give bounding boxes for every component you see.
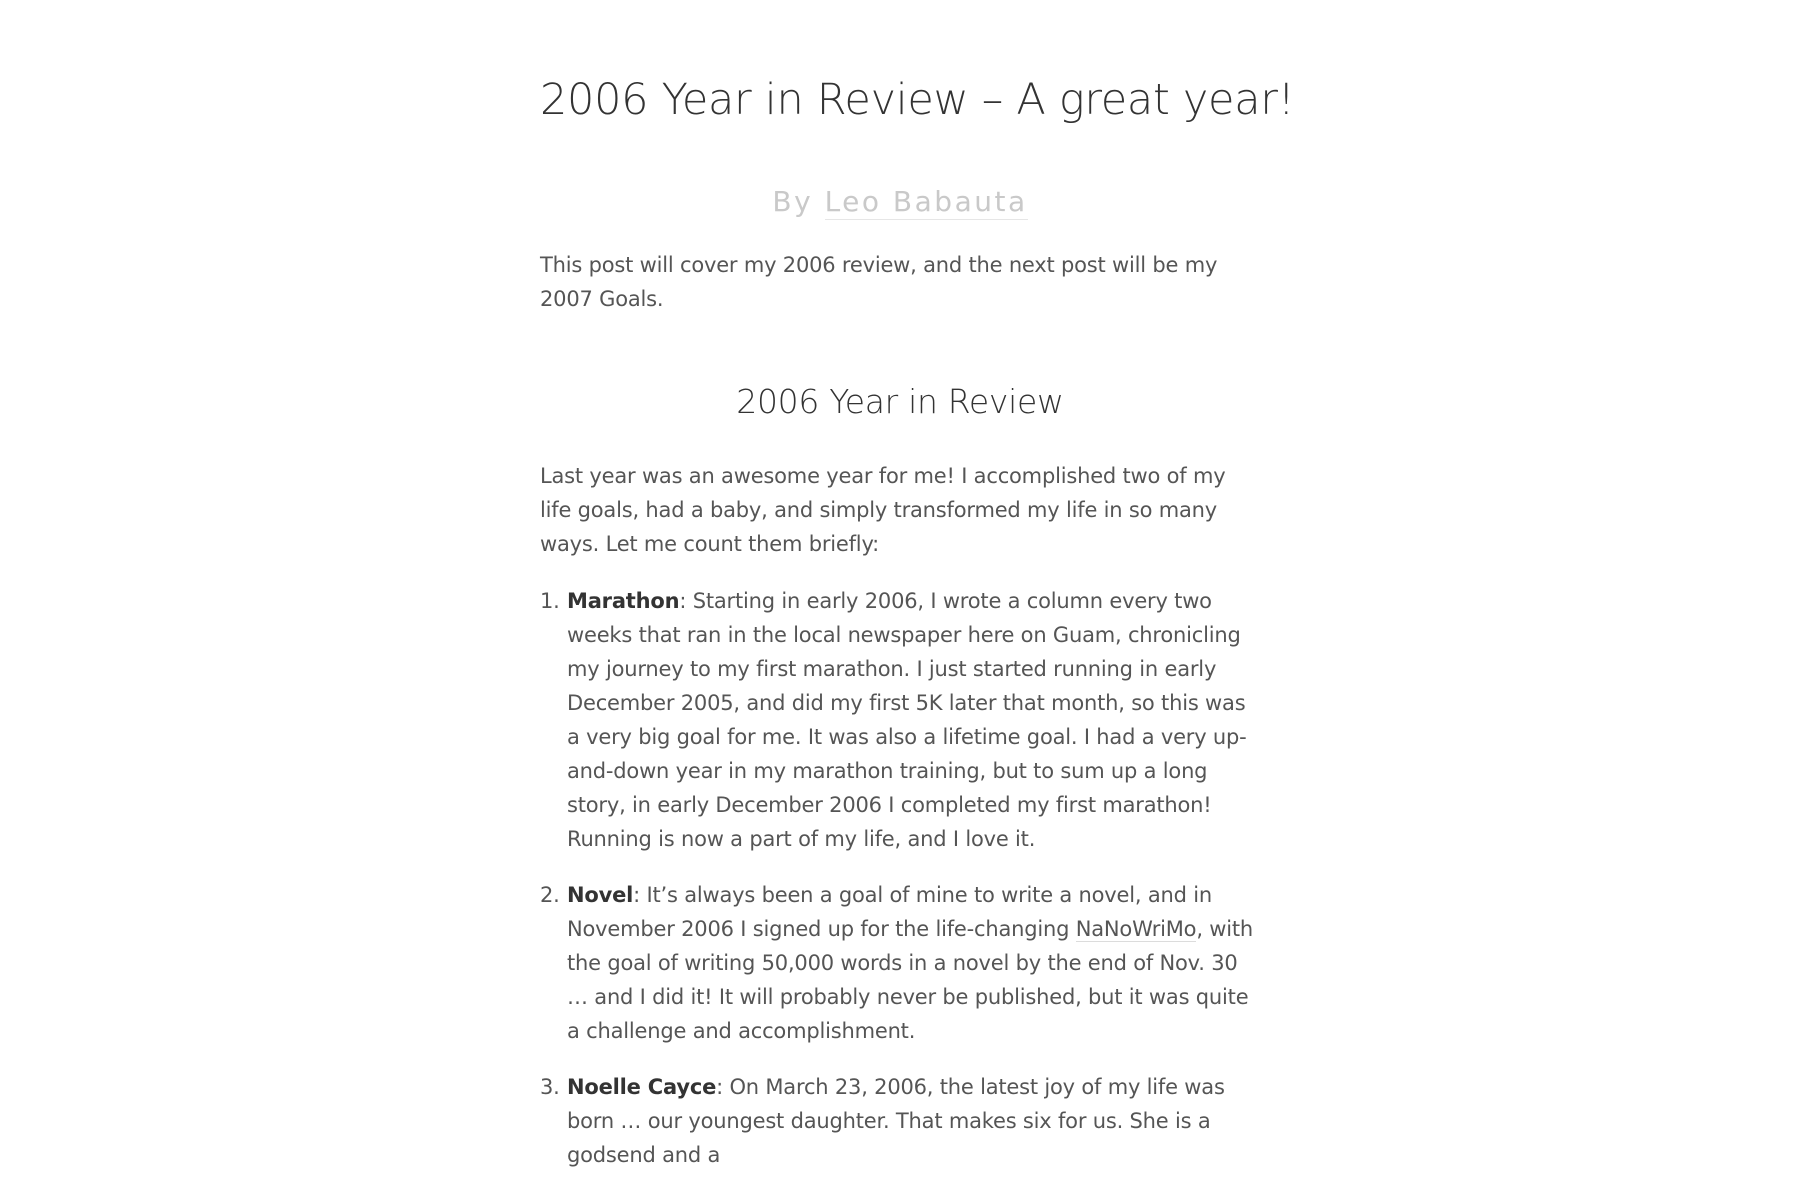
list-item-text: : On March 23, 2006, the latest joy of my life was born … our youngest daughter. That makes six for us. She is a godsend and a	[567, 1075, 1225, 1167]
list-item-text: : It’s always been a goal of mine to write a novel, and in November 2006 I signed up for the life-changing	[567, 883, 1212, 941]
nanowrimo-link[interactable]: NaNoWriMo	[1075, 917, 1197, 941]
section-heading: 2006 Year in Review	[736, 382, 1064, 421]
list-item-title: Marathon	[567, 589, 680, 613]
lead-paragraph: Last year was an awesome year for me! I accomplished two of my life goals, had a baby, and simply transformed my life in so many ways. Let me count them briefly:	[540, 464, 1226, 556]
list-item-text: , with the goal of writing 50,000 words in a novel by the end of Nov. 30 … and I did it! It will probably never be published, but it was quite a challenge and accomplishment.	[567, 917, 1254, 1043]
post-title: 2006 Year in Review – A great year!	[540, 75, 1295, 125]
list-item-novel	[540, 878, 1260, 1048]
list-item-number: 2.	[540, 883, 560, 907]
list-item-title: Noelle Cayce	[567, 1075, 717, 1099]
list-item-text: : Starting in early 2006, I wrote a column every two weeks that ran in the local newspaper here on Guam, chronicling my journey to my first marathon. I just started running in early December 2005, and did my first 5K later that month, so this was a very big goal for me. It was also a lifetime goal. I had a very up-and-down year in my marathon training, but to sum up a long story, in early December 2006 I completed my first marathon! Running is now a part of my life, and I love it.	[567, 589, 1247, 851]
byline-prefix: By	[772, 185, 825, 218]
byline	[540, 184, 1260, 220]
list-item-marathon	[540, 584, 1260, 856]
list-item-title: Novel	[567, 883, 634, 907]
intro-paragraph: This post will cover my 2006 review, and the next post will be my 2007 Goals.	[540, 253, 1218, 311]
goals-list	[540, 584, 1260, 1194]
author-link[interactable]: Leo Babauta	[824, 185, 1028, 218]
list-item-noelle-cayce	[540, 1070, 1260, 1172]
list-item-number: 1.	[540, 589, 560, 613]
list-item-number: 3.	[540, 1075, 560, 1099]
